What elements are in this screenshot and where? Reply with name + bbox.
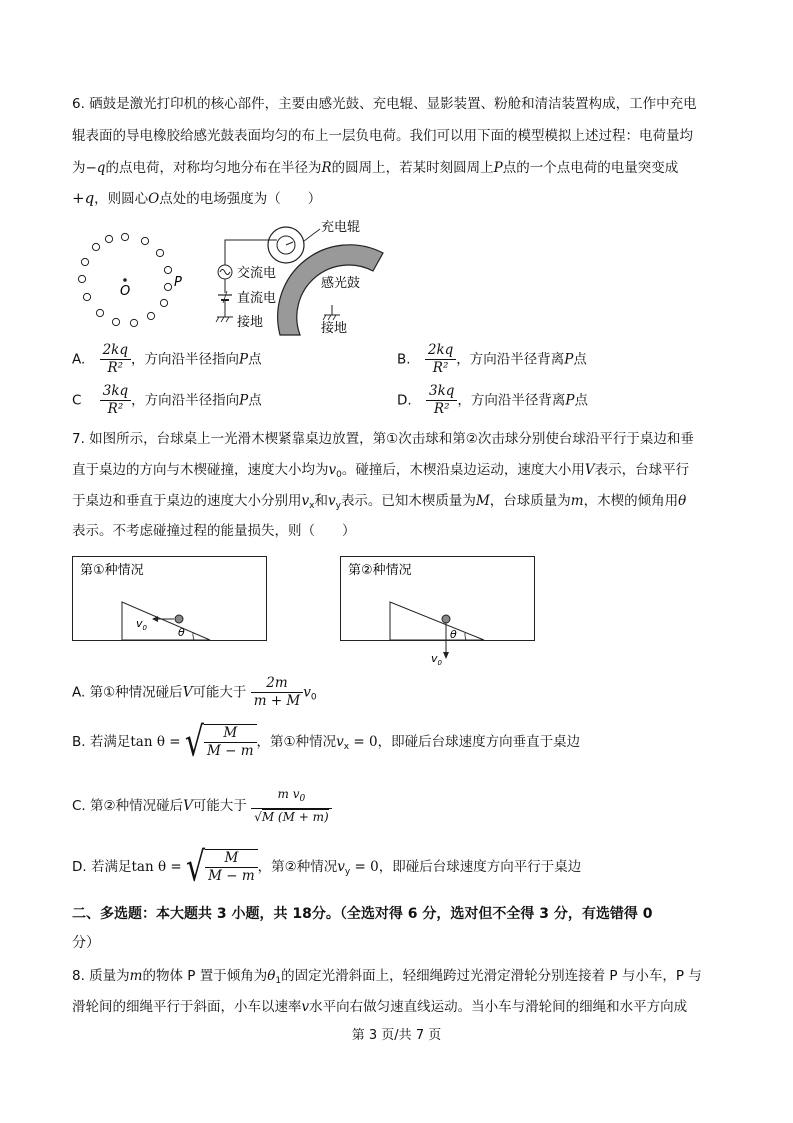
option-text: C. 第②种情况碰后 <box>72 798 184 814</box>
q7-option-b[interactable]: B. 若满足tan θ = √ $\frac{M}{M - m}$ ，第①种情况$v_x = 0$，即碰后台球速度方向垂直于桌边 <box>72 718 581 766</box>
case1-figure <box>72 556 268 642</box>
q8-line2 <box>72 998 687 1016</box>
q7-vx: v <box>301 493 310 509</box>
q7-line4: 表示。不考虑碰撞过程的能量损失，则（ ） <box>72 523 356 539</box>
case1-title: 第①种情况 <box>80 563 144 578</box>
q6-line3-d: 点的一个点电荷的电量突变成 <box>502 160 679 176</box>
q8-m: m <box>129 968 143 984</box>
q8-line1-b: 的物体 P 置于倾角为 <box>142 968 268 984</box>
option-text-b: 可能大于 <box>192 798 247 814</box>
frac-den: M − m <box>206 743 254 759</box>
q7-line3-b: 表示。已知木楔质量为 <box>340 493 476 509</box>
option-text: A. 第①种情况碰后 <box>72 684 183 701</box>
tan-expr: tan θ = <box>130 734 181 750</box>
q6-option-b[interactable] <box>397 342 587 377</box>
option-end: 点 <box>573 351 587 368</box>
label-ground1: 接地 <box>237 315 264 330</box>
case2-title: 第②种情况 <box>348 563 412 578</box>
q6-line3 <box>72 159 678 177</box>
option-letter: B. <box>397 351 411 368</box>
q6-option-d[interactable] <box>397 383 588 418</box>
frac-num: 2kq <box>425 342 456 360</box>
q7-M: M <box>475 493 490 509</box>
frac-den: R² <box>433 401 450 417</box>
frac-num: M <box>204 725 257 743</box>
frac-den: √M (M + m) <box>254 810 329 824</box>
q6-line1: 6. 硒鼓是激光打印机的核心部件，主要由感光鼓、充电辊、显影装置、粉舱和清洁装置构成，工作中充电 <box>72 96 697 112</box>
option-point: P <box>565 392 575 409</box>
q6-line3-b: 的点电荷，对称均匀地分布在半径为 <box>105 160 322 176</box>
q7-line2-a: 直于桌边的方向与木楔碰撞，速度大小均为 <box>72 462 329 478</box>
q8-line1-a: 8. 质量为 <box>72 968 130 984</box>
option-end: 点 <box>574 392 588 409</box>
q7-V: V <box>584 462 595 478</box>
q7-line2-c: 表示，台球平行 <box>594 462 690 478</box>
q8-v: v <box>301 999 310 1015</box>
option-text-c: ，即碰后台球速度方向平行于桌边 <box>378 859 582 875</box>
label-charge-roller: 充电辊 <box>321 220 361 235</box>
label-drum: 感光鼓 <box>321 276 361 291</box>
frac-num: 2kq <box>100 342 131 360</box>
q7-line2: 直于桌边的方向与木楔碰撞，速度大小均为$v_0$。碰撞后，木楔沿桌边运动，速度大小用V表示，台球平行 <box>72 462 690 480</box>
option-text-b: ，第①种情况 <box>256 734 337 750</box>
option-letter: D. <box>397 392 412 409</box>
q8-line2-a: 滑轮间的细绳平行于斜面，小车以速率 <box>72 999 302 1015</box>
q6-charge-pos: +q <box>72 189 95 207</box>
theta-label: θ <box>178 626 185 639</box>
q7-line1: 7. 如图所示，台球桌上一光滑木楔紧靠桌边放置，第①次击球和第②次击球分别使台球沿平行于桌边和垂 <box>72 431 694 447</box>
option-vx: v <box>336 734 344 750</box>
q6-charge-neg: −q <box>85 160 106 176</box>
q6-radius: R <box>321 160 332 176</box>
option-V: V <box>183 798 193 814</box>
option-text: B. 若满足 <box>72 734 131 750</box>
ball <box>175 615 183 623</box>
section2-header-cont: 分） <box>72 935 100 951</box>
frac-num: 2m <box>251 675 304 693</box>
label-dc: 直流电 <box>237 291 277 306</box>
q6-line3-a: 为 <box>72 160 86 176</box>
option-v0: v <box>303 684 311 701</box>
q7-theta: θ <box>678 493 687 509</box>
q7-m: m <box>570 493 584 509</box>
frac-num: 3kq <box>100 383 131 401</box>
q7-line3-c: ，台球质量为 <box>489 493 571 509</box>
printer-model-figure <box>205 215 410 340</box>
option-end: 点 <box>248 351 262 368</box>
option-vy: v <box>337 859 345 875</box>
section2-header: 二、多选题：本大题共 3 小题，共 18分。（全选对得 6 分，选对但不全得 3 分，有选错得 0 <box>72 906 653 922</box>
q6-point-p: P <box>493 160 503 176</box>
option-end: 点 <box>248 392 262 409</box>
q7-option-a[interactable]: A. 第①种情况碰后V可能大于 $\frac{2m}{m + M}$ $v_0$ <box>72 675 317 709</box>
q8-line1-c: 的固定光滑斜面上，轻细绳跨过光滑定滑轮分别连接着 P 与小车，P 与 <box>281 968 702 984</box>
option-point: P <box>564 351 574 368</box>
q7-line3-a: 于桌边和垂直于桌边的速度大小分别用 <box>72 493 302 509</box>
q8-line2-b: 水平向右做匀速直线运动。当小车与滑轮间的细绳和水平方向成 <box>309 999 688 1015</box>
charge-at-p <box>164 283 171 290</box>
frac-num: m $v_0$ <box>251 786 331 809</box>
label-p: P <box>174 275 182 290</box>
q6-line4-b: 点处的电场强度为（ ） <box>159 191 322 207</box>
q7-and: 和 <box>314 493 328 509</box>
q7-line3: 于桌边和垂直于桌边的速度大小分别用$v_x$和$v_y$表示。已知木楔质量为M，台球质量为m，木楔的倾角用θ <box>72 493 687 511</box>
theta-label: θ <box>450 628 457 641</box>
q7-option-d[interactable]: D. 若满足tan θ = √ $\frac{M}{M - m}$ ，第②种情况$v_y = 0$，即碰后台球速度方向平行于桌边 <box>72 843 582 891</box>
q6-line2: 辊表面的导电橡胶给感光鼓表面均匀的布上一层负电荷。我们可以用下面的模型模拟上述过程：电荷量均 <box>72 128 693 144</box>
ball <box>442 615 450 623</box>
frac-num: 3kq <box>426 383 457 401</box>
q6-line3-c: 的圆周上，若某时刻圆周上 <box>331 160 494 176</box>
option-eq: = 0 <box>349 734 378 750</box>
page-footer: 第 3 页/共 7 页 <box>351 1028 442 1043</box>
option-text-b: ，第②种情况 <box>257 859 338 875</box>
option-point: P <box>239 392 249 409</box>
frac-den: R² <box>107 360 124 376</box>
option-point: P <box>239 351 249 368</box>
q7-vy: v <box>327 493 336 509</box>
option-text-c: ，即碰后台球速度方向垂直于桌边 <box>377 734 581 750</box>
q7-line3-d: ，木楔的倾角用 <box>583 493 679 509</box>
option-letter: A. <box>72 351 86 368</box>
option-eq: = 0 <box>350 859 379 875</box>
option-text: D. 若满足 <box>72 859 132 875</box>
v0-label: $v_0$ <box>136 617 147 632</box>
q6-option-a[interactable] <box>72 342 262 377</box>
q7-v0: v <box>328 462 337 478</box>
center-dot <box>123 278 127 282</box>
label-ground2: 接地 <box>321 321 348 336</box>
frac-den: R² <box>107 401 124 417</box>
q8-theta: θ <box>267 968 276 984</box>
label-o: O <box>120 284 131 299</box>
case2-figure <box>340 556 536 666</box>
q6-option-c[interactable] <box>72 383 262 418</box>
option-text: ，方向沿半径背离 <box>456 351 565 368</box>
frac-den: R² <box>432 360 449 376</box>
option-text-b: 可能大于 <box>192 684 247 701</box>
q6-line4 <box>72 189 321 208</box>
frac-den: M − m <box>208 868 255 884</box>
option-text: ，方向沿半径指向 <box>131 392 240 409</box>
option-text: ，方向沿半径背离 <box>457 392 566 409</box>
option-text: ，方向沿半径指向 <box>131 351 240 368</box>
q7-line2-b: 。碰撞后，木楔沿桌边运动，速度大小用 <box>341 462 585 478</box>
charge-ring-figure <box>70 225 200 335</box>
q7-option-c[interactable] <box>72 786 332 826</box>
option-letter: C <box>72 392 82 409</box>
frac-den: m + M <box>253 693 301 709</box>
tan-expr: tan θ = <box>131 859 182 875</box>
frac-num: M <box>205 850 258 868</box>
q6-center-o: O <box>148 191 160 207</box>
v0-label: $v_0$ <box>431 652 442 666</box>
option-V: V <box>182 684 193 701</box>
q8-line1: 8. 质量为m的物体 P 置于倾角为$\theta_1$的固定光滑斜面上，轻细绳跨过光滑定滑轮分别连接着 P 与小车，P 与 <box>72 968 702 986</box>
q6-line4-a: ，则圆心 <box>94 191 149 207</box>
label-ac: 交流电 <box>237 266 277 281</box>
